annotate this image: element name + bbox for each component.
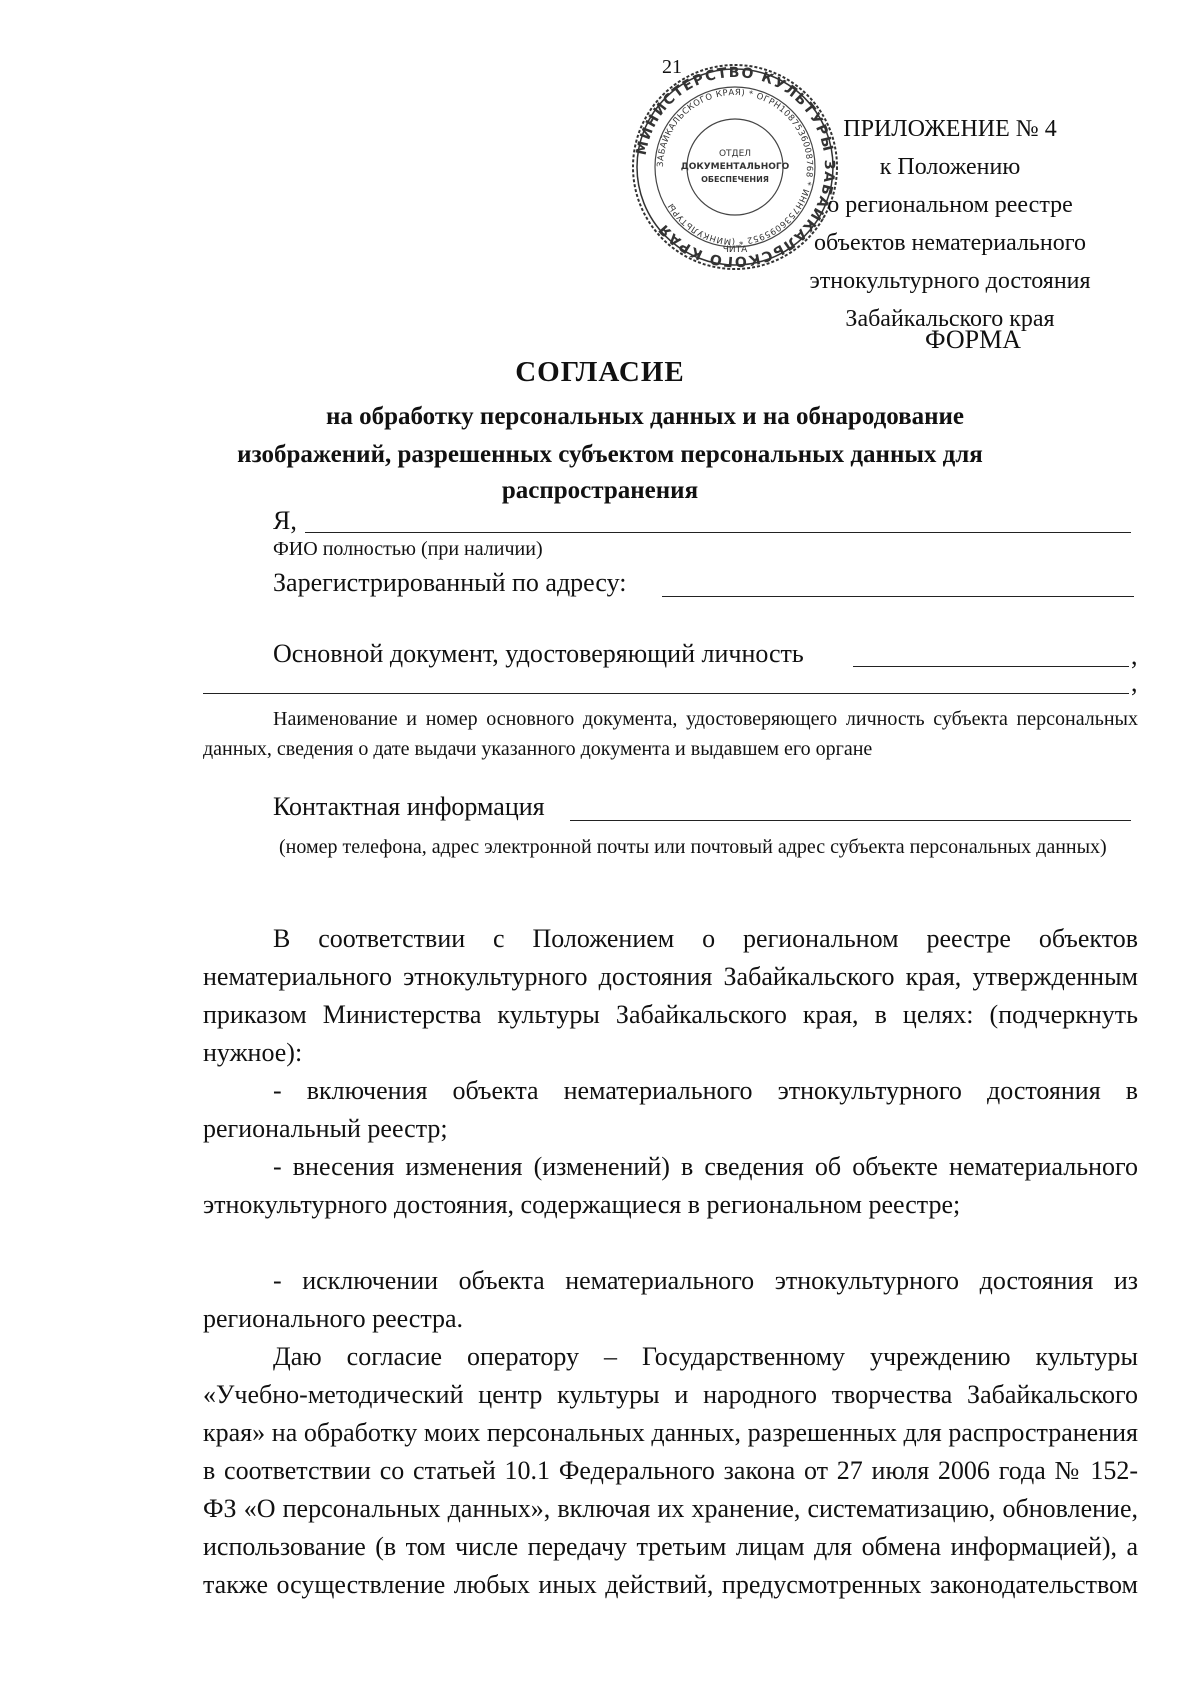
address-field-label: Зарегистрированный по адресу:: [273, 568, 627, 597]
appendix-line-4: объектов нематериального: [814, 230, 1086, 256]
appendix-line-6: Забайкальского края: [845, 306, 1055, 332]
seal-inner-text: ЗАБАЙКАЛЬСКОГО КРАЯ) * ОГРН1087536008768 * ИНН7536095952 * (МИНКУЛЬТУРЫ: [655, 87, 815, 247]
body-list-item-1: - включения объекта нематериального этнокультурного достояния в региональный реестр;: [203, 1076, 1138, 1143]
subtitle-line-3: распространения: [501, 477, 699, 504]
document-field-comma: ,: [1131, 641, 1138, 670]
document-field-label: Основной документ, удостоверяющий личность: [273, 639, 804, 668]
subtitle-line-1: на обработку персональных данных и на обнародование: [325, 403, 965, 430]
seal-outer-text: МИНИСТЕРСТВО КУЛЬТУРЫ ЗАБАЙКАЛЬСКОГО КРАЯ: [633, 64, 838, 270]
document-field-line-2[interactable]: [203, 693, 1129, 694]
contact-field-line[interactable]: [570, 820, 1131, 821]
body-list-item-3: - исключении объекта нематериального этнокультурного достояния из регионального реестра.: [203, 1266, 1138, 1333]
seal-bottom-text: ЧИТА: [722, 245, 748, 255]
body-paragraph-2: Даю согласие оператору – Государственному учреждению культуры «Учебно-методический центр культуры и народного творчества Забайкальского края» на обработку моих персональных данных, разрешенных для распространения в соответствии со статьей 10.1 Федерального закона от 27 июля 2006 года № 152-ФЗ «О персональных данных», включая их хранение, систематизацию, обновление, использование (в том числе передачу третьим лицам для обмена информацией), а также осуществление любых иных действий, предусмотренных законодательством: [203, 1342, 1138, 1599]
contact-field-hint: (номер телефона, адрес электронной почты или почтовый адрес субъекта персональных данных): [279, 836, 1107, 858]
address-field-line[interactable]: [662, 596, 1134, 597]
page-number: 21: [662, 56, 682, 78]
seal-center-line-3: ОБЕСПЕЧЕНИЯ: [701, 175, 769, 184]
document-field-hint: Наименование и номер основного документа, удостоверяющего личность субъекта персональных данных, сведения о дате выдачи указанного документа и выдавшем его органе: [203, 708, 1138, 760]
appendix-line-1: ПРИЛОЖЕНИЕ № 4: [843, 116, 1057, 142]
name-field-line[interactable]: [305, 532, 1131, 533]
document-field-comma-2: ,: [1131, 668, 1138, 697]
contact-field-label: Контактная информация: [273, 792, 545, 821]
document-title: СОГЛАСИЕ: [515, 356, 685, 388]
name-field-hint: ФИО полностью (при наличии): [273, 538, 543, 560]
appendix-header: [790, 110, 1110, 338]
body-paragraph-1: В соответствии с Положением о региональном реестре объектов нематериального этнокультурного достояния Забайкальского края, утвержденным приказом Министерства культуры Забайкальского края, в целях: (подчеркнуть нужное):: [203, 924, 1138, 1067]
seal-center-line-1: ОТДЕЛ: [718, 149, 752, 159]
seal-center-line-2: ДОКУМЕНТАЛЬНОГО: [680, 162, 790, 172]
subtitle-line-2: изображений, разрешенных субъектом персональных данных для: [237, 441, 983, 468]
appendix-line-5: этнокультурного достояния: [809, 268, 1091, 294]
appendix-line-2: к Положению: [879, 154, 1021, 180]
name-field-label: Я,: [273, 506, 297, 535]
form-label: ФОРМА: [925, 325, 1021, 354]
appendix-line-3: о региональном реестре: [827, 192, 1073, 218]
document-field-line[interactable]: [853, 666, 1129, 667]
body-list-item-2: - внесения изменения (изменений) в сведения об объекте нематериального этнокультурного достояния, содержащиеся в региональном реестре;: [203, 1152, 1138, 1219]
